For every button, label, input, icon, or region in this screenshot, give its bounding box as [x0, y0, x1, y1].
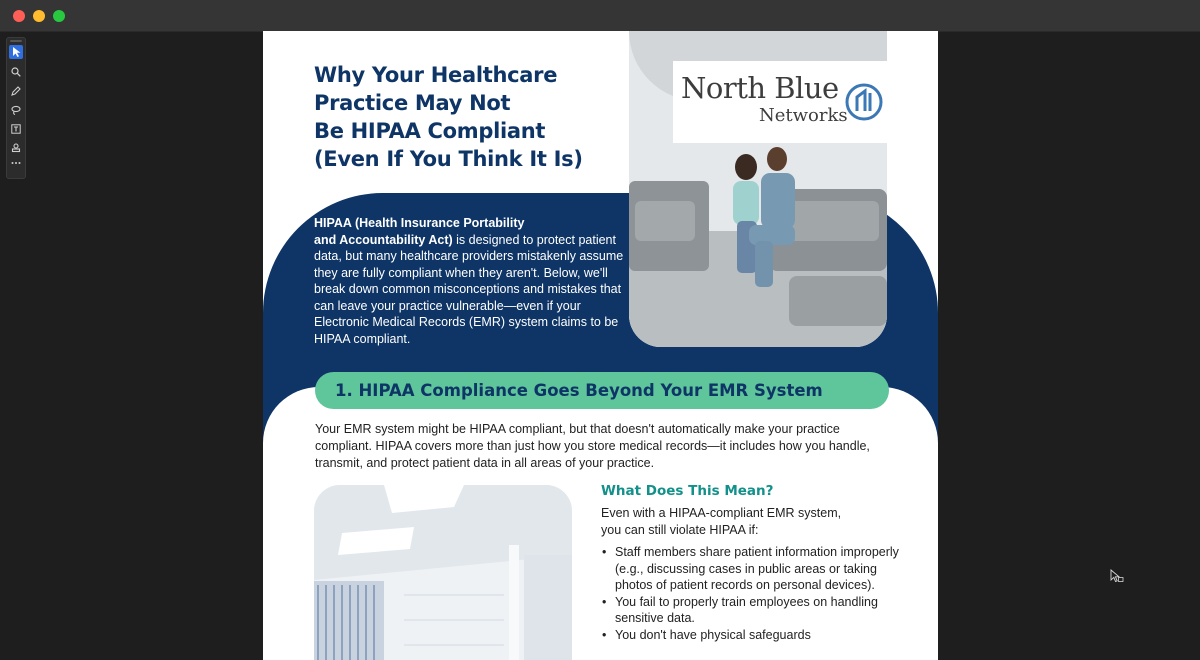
select-arrow-icon[interactable]	[9, 45, 23, 59]
list-item: • You fail to properly train employees on handling sensitive data.	[601, 594, 901, 627]
title-line: Be HIPAA Compliant	[314, 119, 546, 143]
mouse-cursor-icon	[1110, 569, 1124, 583]
annotation-toolbar	[6, 37, 26, 179]
document-title	[314, 61, 634, 173]
list-item: • You don't have physical safeguards	[601, 627, 901, 644]
section-1-title: 1. HIPAA Compliance Goes Beyond Your EMR System	[335, 381, 823, 400]
subsection-intro-line1: Even with a HIPAA-compliant EMR system,	[601, 506, 842, 520]
title-line: (Even If You Think It Is)	[314, 147, 583, 171]
violation-bullet-list	[601, 544, 901, 643]
window-title-bar	[0, 0, 1200, 32]
intro-text: is designed to protect patient data, but many healthcare providers mistakenly assume they are fully compliant when they aren't. Below, we'll break down common misconceptions and mistakes that can leave your practice vulnerable—even if your Electronic Medical Records (EMR) system claims to be HIPAA compliant.	[314, 232, 624, 346]
pen-icon[interactable]	[9, 84, 23, 98]
hero-photo-patient-consultation	[629, 31, 887, 347]
section-1-header	[315, 372, 889, 409]
intro-paragraph	[314, 215, 624, 347]
list-item: • Staff members share patient information improperly (e.g., discussing cases in public areas or taking photos of patient records on personal devices).	[601, 544, 901, 594]
document-page	[263, 31, 938, 660]
intro-bold-line1: HIPAA (Health Insurance Portability	[314, 216, 525, 230]
what-does-this-mean-heading: What Does This Mean?	[601, 483, 774, 499]
zoom-icon[interactable]	[9, 65, 23, 79]
more-icon[interactable]	[9, 159, 23, 173]
section-1-body: Your EMR system might be HIPAA compliant, but that doesn't automatically make your practice compliant. HIPAA covers more than just how you store medical records—it includes how you handle, transmit, and protect patient data in all areas of your practice.	[315, 422, 870, 470]
subsection-intro-line2: you can still violate HIPAA if:	[601, 522, 759, 537]
stamp-icon[interactable]	[9, 141, 23, 155]
intro-bold-line2: and Accountability Act)	[314, 232, 453, 247]
logo-mark-icon	[843, 81, 885, 123]
toolbar-grip[interactable]	[10, 40, 22, 42]
logo-wordmark-line2: Networks	[759, 105, 848, 126]
subsection-intro	[601, 505, 861, 538]
zoom-window-button[interactable]	[53, 10, 65, 22]
title-line: Why Your Healthcare	[314, 63, 558, 87]
company-logo	[673, 61, 887, 143]
minimize-window-button[interactable]	[33, 10, 45, 22]
logo-wordmark-line1: North Blue	[681, 71, 839, 105]
title-line: Practice May Not	[314, 91, 511, 115]
close-window-button[interactable]	[13, 10, 25, 22]
office-ceiling-photo	[314, 485, 572, 660]
lasso-icon[interactable]	[9, 103, 23, 117]
text-box-icon[interactable]	[9, 122, 23, 136]
